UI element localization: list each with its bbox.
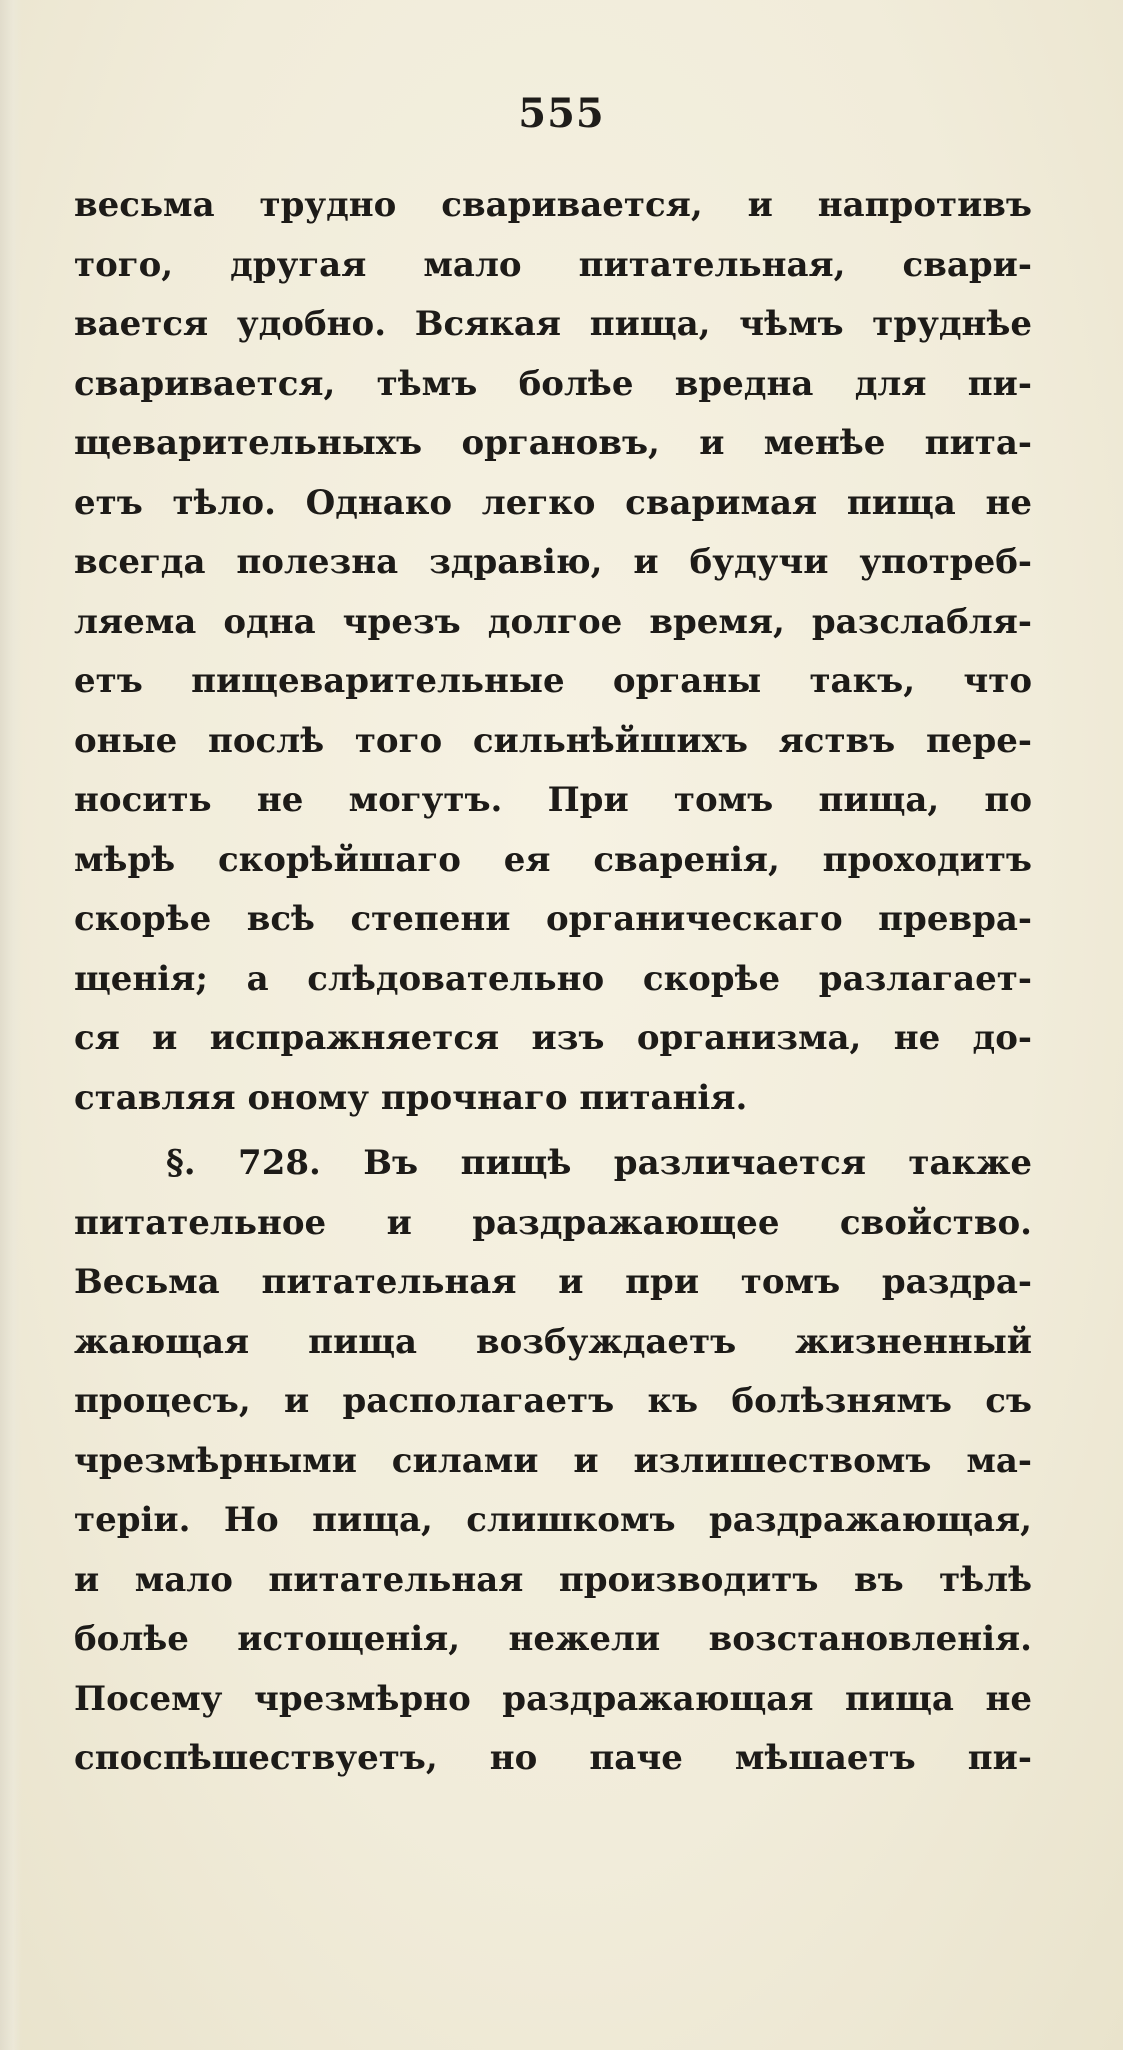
text-line: и мало питательная производитъ въ тѣлѣ xyxy=(74,1559,1032,1600)
page-number: 555 xyxy=(518,90,605,137)
text-line: всегда полезна здравію, и будучи употреб- xyxy=(74,542,1032,582)
text-line: жающая пища возбуждаетъ жизненный xyxy=(74,1321,1032,1362)
text-line: сваривается, тѣмъ болѣе вредна для пи- xyxy=(74,363,1032,404)
text-line: весьма трудно свариваетcя, и напротивъ xyxy=(74,185,1032,225)
text-line: ляема одна чрезъ долгое время, разслабля- xyxy=(74,601,1032,642)
text-line: скорѣе всѣ степени органическаго превра- xyxy=(74,899,1032,939)
page-gutter-shadow xyxy=(0,0,22,2050)
text-line: щеварительныхъ органовъ, и менѣе пита- xyxy=(74,423,1032,463)
text-line: щенія; а слѣдовательно скорѣе разлагает- xyxy=(74,958,1032,999)
text-line: питательное и раздражающее свойство. xyxy=(74,1202,1032,1243)
text-line: споспѣшествуетъ, но паче мѣшаетъ пи- xyxy=(74,1738,1032,1778)
text-line: процесъ, и располагаетъ къ болѣзнямъ съ xyxy=(74,1381,1032,1421)
text-line: етъ тѣло. Однако легко сваримая пища не xyxy=(74,482,1032,523)
text-line: ставляя оному прочнаго питанія. xyxy=(74,1077,748,1118)
text-line: ся и испражняется изъ организма, не до- xyxy=(74,1018,1032,1058)
text-line: Посему чрезмѣрно раздражающая пища не xyxy=(74,1678,1032,1719)
text-line: носить не могутъ. При томъ пища, по xyxy=(74,780,1032,820)
text-line: оные послѣ того сильнѣйшихъ яствъ пере- xyxy=(74,720,1032,761)
text-line: вается удобно. Всякая пища, чѣмъ труднѣе xyxy=(74,304,1032,344)
text-line: того, другая мало питательная, свари- xyxy=(74,244,1032,285)
text-line: етъ пищеварительные органы такъ, что xyxy=(74,661,1032,701)
text-line: мѣрѣ скорѣйшаго ея сваренія, проходитъ xyxy=(74,839,1032,880)
text-line-section-start: §. 728. Въ пищѣ различается также xyxy=(166,1143,1032,1183)
text-line: теріи. Но пища, слишкомъ раздражающая, xyxy=(74,1500,1032,1540)
text-line: болѣе истощенія, нежели возстановленія. xyxy=(74,1619,1032,1659)
body-text xyxy=(74,176,1032,1789)
text-line: чрезмѣрными силами и излишествомъ ма- xyxy=(74,1440,1032,1481)
text-line: Весьма питательная и при томъ раздра- xyxy=(74,1262,1032,1302)
